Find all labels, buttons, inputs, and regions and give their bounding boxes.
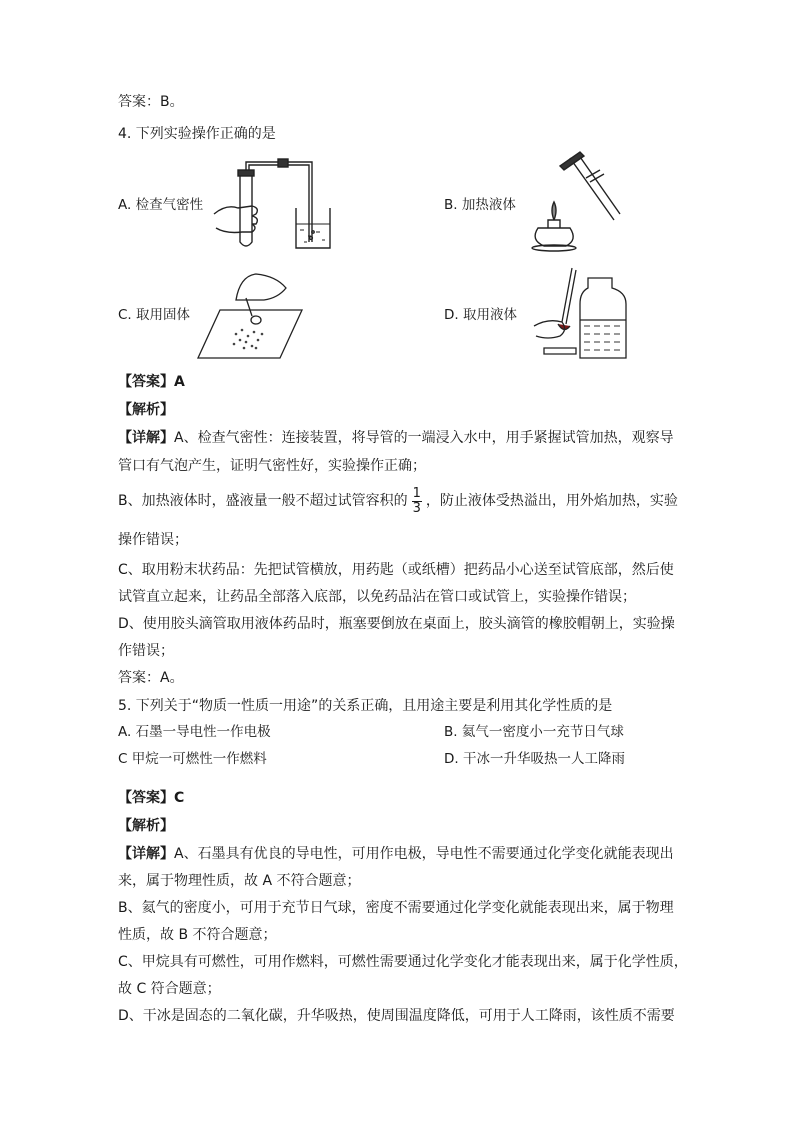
q5-detail-a-line1 bbox=[118, 844, 674, 864]
q5-detail-c-line1: C、甲烷具有可燃性，可用作燃料，可燃性需要通过化学变化才能表现出来，属于化学性质， bbox=[118, 954, 688, 970]
airtightness-check-figure bbox=[212, 156, 342, 252]
q4-detail-c-line1: C、取用粉末状药品：先把试管横放，用药匙（或纸槽）把药品小心送至试管底部，然后使 bbox=[118, 562, 674, 578]
q4-detail-c-line2: 试管直立起来，让药品全部落入底部，以免药品沾在管口或试管上，实验操作错误； bbox=[118, 589, 636, 605]
q4-detail-a-line1 bbox=[118, 428, 674, 448]
q4-detail-a-text: A、检查气密性：连接装置，将导管的一端浸入水中，用手紧握试管加热，观察导 bbox=[174, 430, 674, 446]
q5-detail-b-line2: 性质，故 B 不符合题意； bbox=[118, 927, 277, 943]
taking-solid-figure bbox=[196, 270, 306, 362]
q4-option-a-label: A. 检查气密性 bbox=[118, 197, 204, 213]
q5-option-d: D. 干冰一升华吸热一人工降雨 bbox=[444, 751, 625, 767]
q5-option-c: C 甲烷一可燃性一作燃料 bbox=[118, 751, 267, 767]
q4-detail-b-line1 bbox=[118, 484, 678, 518]
q4-final-answer: 答案：A。 bbox=[118, 670, 184, 686]
q4-detail-tag: 【详解】 bbox=[118, 430, 174, 446]
q4-answer-tag: 【答案】A bbox=[118, 374, 185, 390]
q4-stem: 4. 下列实验操作正确的是 bbox=[118, 126, 276, 142]
fraction-denominator: 3 bbox=[412, 500, 421, 516]
q5-analysis-tag: 【解析】 bbox=[118, 818, 174, 834]
q4-detail-b-post: ，防止液体受热溢出，用外焰加热，实验 bbox=[425, 493, 678, 509]
q4-detail-a-line2: 管口有气泡产生，证明气密性好，实验操作正确； bbox=[118, 458, 426, 474]
q4-detail-b-line2: 操作错误； bbox=[118, 532, 188, 548]
q5-detail-c-line2: 故 C 符合题意； bbox=[118, 981, 221, 997]
q4-detail-b-pre: B、加热液体时，盛液量一般不超过试管容积的 bbox=[118, 493, 408, 509]
taking-liquid-figure bbox=[530, 264, 630, 362]
heating-liquid-figure bbox=[520, 148, 630, 258]
q4-analysis-tag: 【解析】 bbox=[118, 402, 174, 418]
q5-option-b: B. 氦气一密度小一充节日气球 bbox=[444, 724, 624, 740]
q4-option-d-label: D. 取用液体 bbox=[444, 307, 517, 323]
q4-option-b-label: B. 加热液体 bbox=[444, 197, 516, 213]
q3-answer: 答案：B。 bbox=[118, 94, 184, 110]
q5-detail-a-line2: 来，属于物理性质，故 A 不符合题意； bbox=[118, 873, 361, 889]
q5-option-a: A. 石墨一导电性一作电极 bbox=[118, 724, 271, 740]
q5-detail-a-text: A、石墨具有优良的导电性，可用作电极，导电性不需要通过化学变化就能表现出 bbox=[174, 846, 674, 862]
one-third-fraction bbox=[412, 487, 422, 516]
q5-answer-tag: 【答案】C bbox=[118, 790, 185, 806]
q4-detail-d-line2: 作错误； bbox=[118, 643, 174, 659]
fraction-numerator: 1 bbox=[412, 485, 421, 501]
q5-detail-tag: 【详解】 bbox=[118, 846, 174, 862]
q5-stem: 5. 下列关于“物质一性质一用途”的关系正确，且用途主要是利用其化学性质的是 bbox=[118, 698, 613, 714]
q5-detail-d-line1: D、干冰是固态的二氧化碳，升华吸热，使周围温度降低，可用于人工降雨，该性质不需要 bbox=[118, 1008, 675, 1024]
q4-option-c-label: C. 取用固体 bbox=[118, 307, 191, 323]
q5-detail-b-line1: B、氦气的密度小，可用于充节日气球，密度不需要通过化学变化就能表现出来，属于物理 bbox=[118, 900, 674, 916]
q4-detail-d-line1: D、使用胶头滴管取用液体药品时，瓶塞要倒放在桌面上，胶头滴管的橡胶帽朝上，实验操 bbox=[118, 616, 675, 632]
